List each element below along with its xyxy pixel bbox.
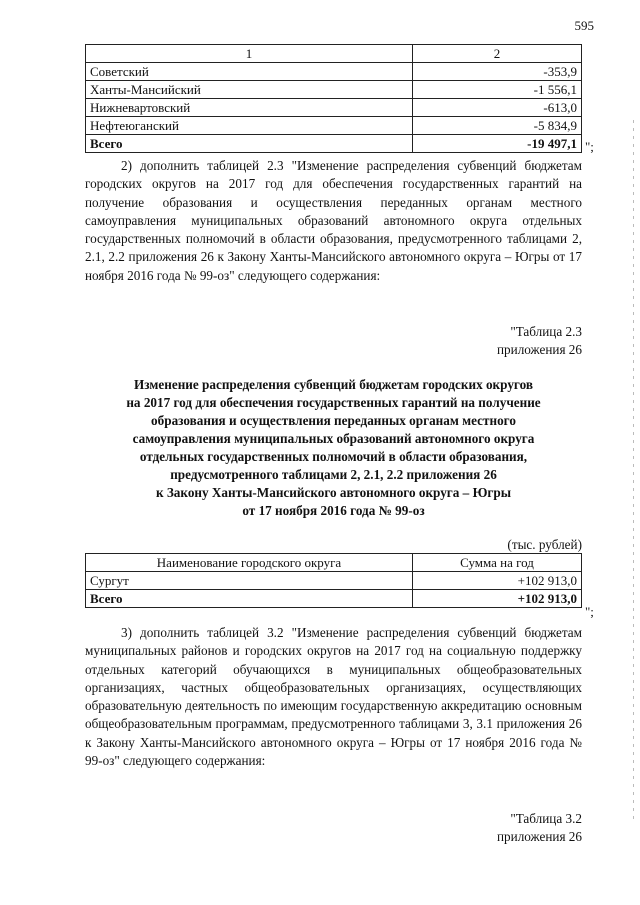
table-2-3-caption	[497, 323, 582, 359]
table-total-row	[86, 135, 582, 153]
district-value: -5 834,9	[413, 117, 582, 135]
title-line: от 17 ноября 2016 года № 99-оз	[242, 503, 425, 518]
title-line: на 2017 год для обеспечения государственных гарантий на получение	[126, 395, 541, 410]
title-line: предусмотренного таблицами 2, 2.1, 2.2 приложения 26	[170, 467, 497, 482]
table-row	[86, 99, 582, 117]
caption-line-2: приложения 26	[496, 829, 582, 844]
header-cell-1: 1	[86, 45, 413, 63]
caption-line-1: "Таблица 3.2	[510, 811, 582, 826]
title-line: самоуправления муниципальных образований автономного округа	[132, 431, 535, 446]
title-line: отдельных государственных полномочий в области образования,	[139, 449, 528, 464]
page-number: 595	[574, 18, 594, 33]
table-header-row	[86, 45, 582, 63]
table-row	[86, 117, 582, 135]
district-name: Советский	[86, 63, 413, 81]
paragraph-3	[85, 624, 582, 770]
unit-label: (тыс. рублей)	[507, 537, 582, 552]
caption-line-2: приложения 26	[496, 342, 582, 357]
table-header-row	[86, 554, 582, 572]
total-label: Всего	[86, 135, 413, 153]
district-value: +102 913,0	[413, 572, 582, 590]
title-line: к Закону Ханты-Мансийского автономного округа – Югры	[155, 485, 512, 500]
district-value: -353,9	[413, 63, 582, 81]
title-line: образования и осуществления переданных органам местного	[151, 413, 516, 428]
paragraph-2	[85, 157, 582, 285]
table-3-2-caption	[497, 810, 582, 846]
district-name: Ханты-Мансийский	[86, 81, 413, 99]
district-value: -613,0	[413, 99, 582, 117]
paragraph-2-text: 2) дополнить таблицей 2.3 "Изменение распределения субвенций бюджетам городских округов на 2017 год для обеспечения государственных гарантий на получение образования и осуществления переданных органам местного самоуправления муниципальных образований автономного округа отдельных государственных полномочий в области образования, предусмотренного таблицами 2, 2.1, 2.2 приложения 26 к Закону Ханты-Мансийского автономного округа – Югры от 17 ноября 2016 года № 99-оз" следующего содержания:	[85, 158, 582, 283]
district-name: Сургут	[86, 572, 413, 590]
total-value: -19 497,1	[413, 135, 582, 153]
table-row	[86, 63, 582, 81]
paragraph-3-text: 3) дополнить таблицей 3.2 "Изменение распределения субвенций бюджетам муниципальных районов и городских округов на 2017 год на социальную поддержку отдельных категорий обучающихся в муниципальных общеобразовательных организациях, частных общеобразовательных организациях, осуществляющих образовательную деятельность по имеющим государственную аккредитацию основным общеобразовательным программам, предусмотренного таблицами 3, 3.1 приложения 26 к Закону Ханты-Мансийского автономного округа – Югры от 17 ноября 2016 года № 99-оз" следующего содержания:	[85, 625, 582, 769]
table-2-closing-quote: ";	[585, 604, 594, 619]
title-line: Изменение распределения субвенций бюджетам городских округов	[134, 377, 533, 392]
caption-line-1: "Таблица 2.3	[510, 324, 582, 339]
table-row	[86, 572, 582, 590]
header-cell-2: 2	[413, 45, 582, 63]
table-total-row	[86, 590, 582, 608]
table-row	[86, 81, 582, 99]
district-value: -1 556,1	[413, 81, 582, 99]
scan-edge-dots	[633, 120, 634, 820]
table-title	[85, 376, 582, 520]
table-1-closing-quote: ";	[585, 139, 594, 154]
table-2	[85, 553, 582, 608]
header-cell-name: Наименование городского округа	[86, 554, 413, 572]
header-cell-sum: Сумма на год	[413, 554, 582, 572]
table-1	[85, 44, 582, 153]
total-value: +102 913,0	[413, 590, 582, 608]
total-label: Всего	[86, 590, 413, 608]
district-name: Нижневартовский	[86, 99, 413, 117]
district-name: Нефтеюганский	[86, 117, 413, 135]
